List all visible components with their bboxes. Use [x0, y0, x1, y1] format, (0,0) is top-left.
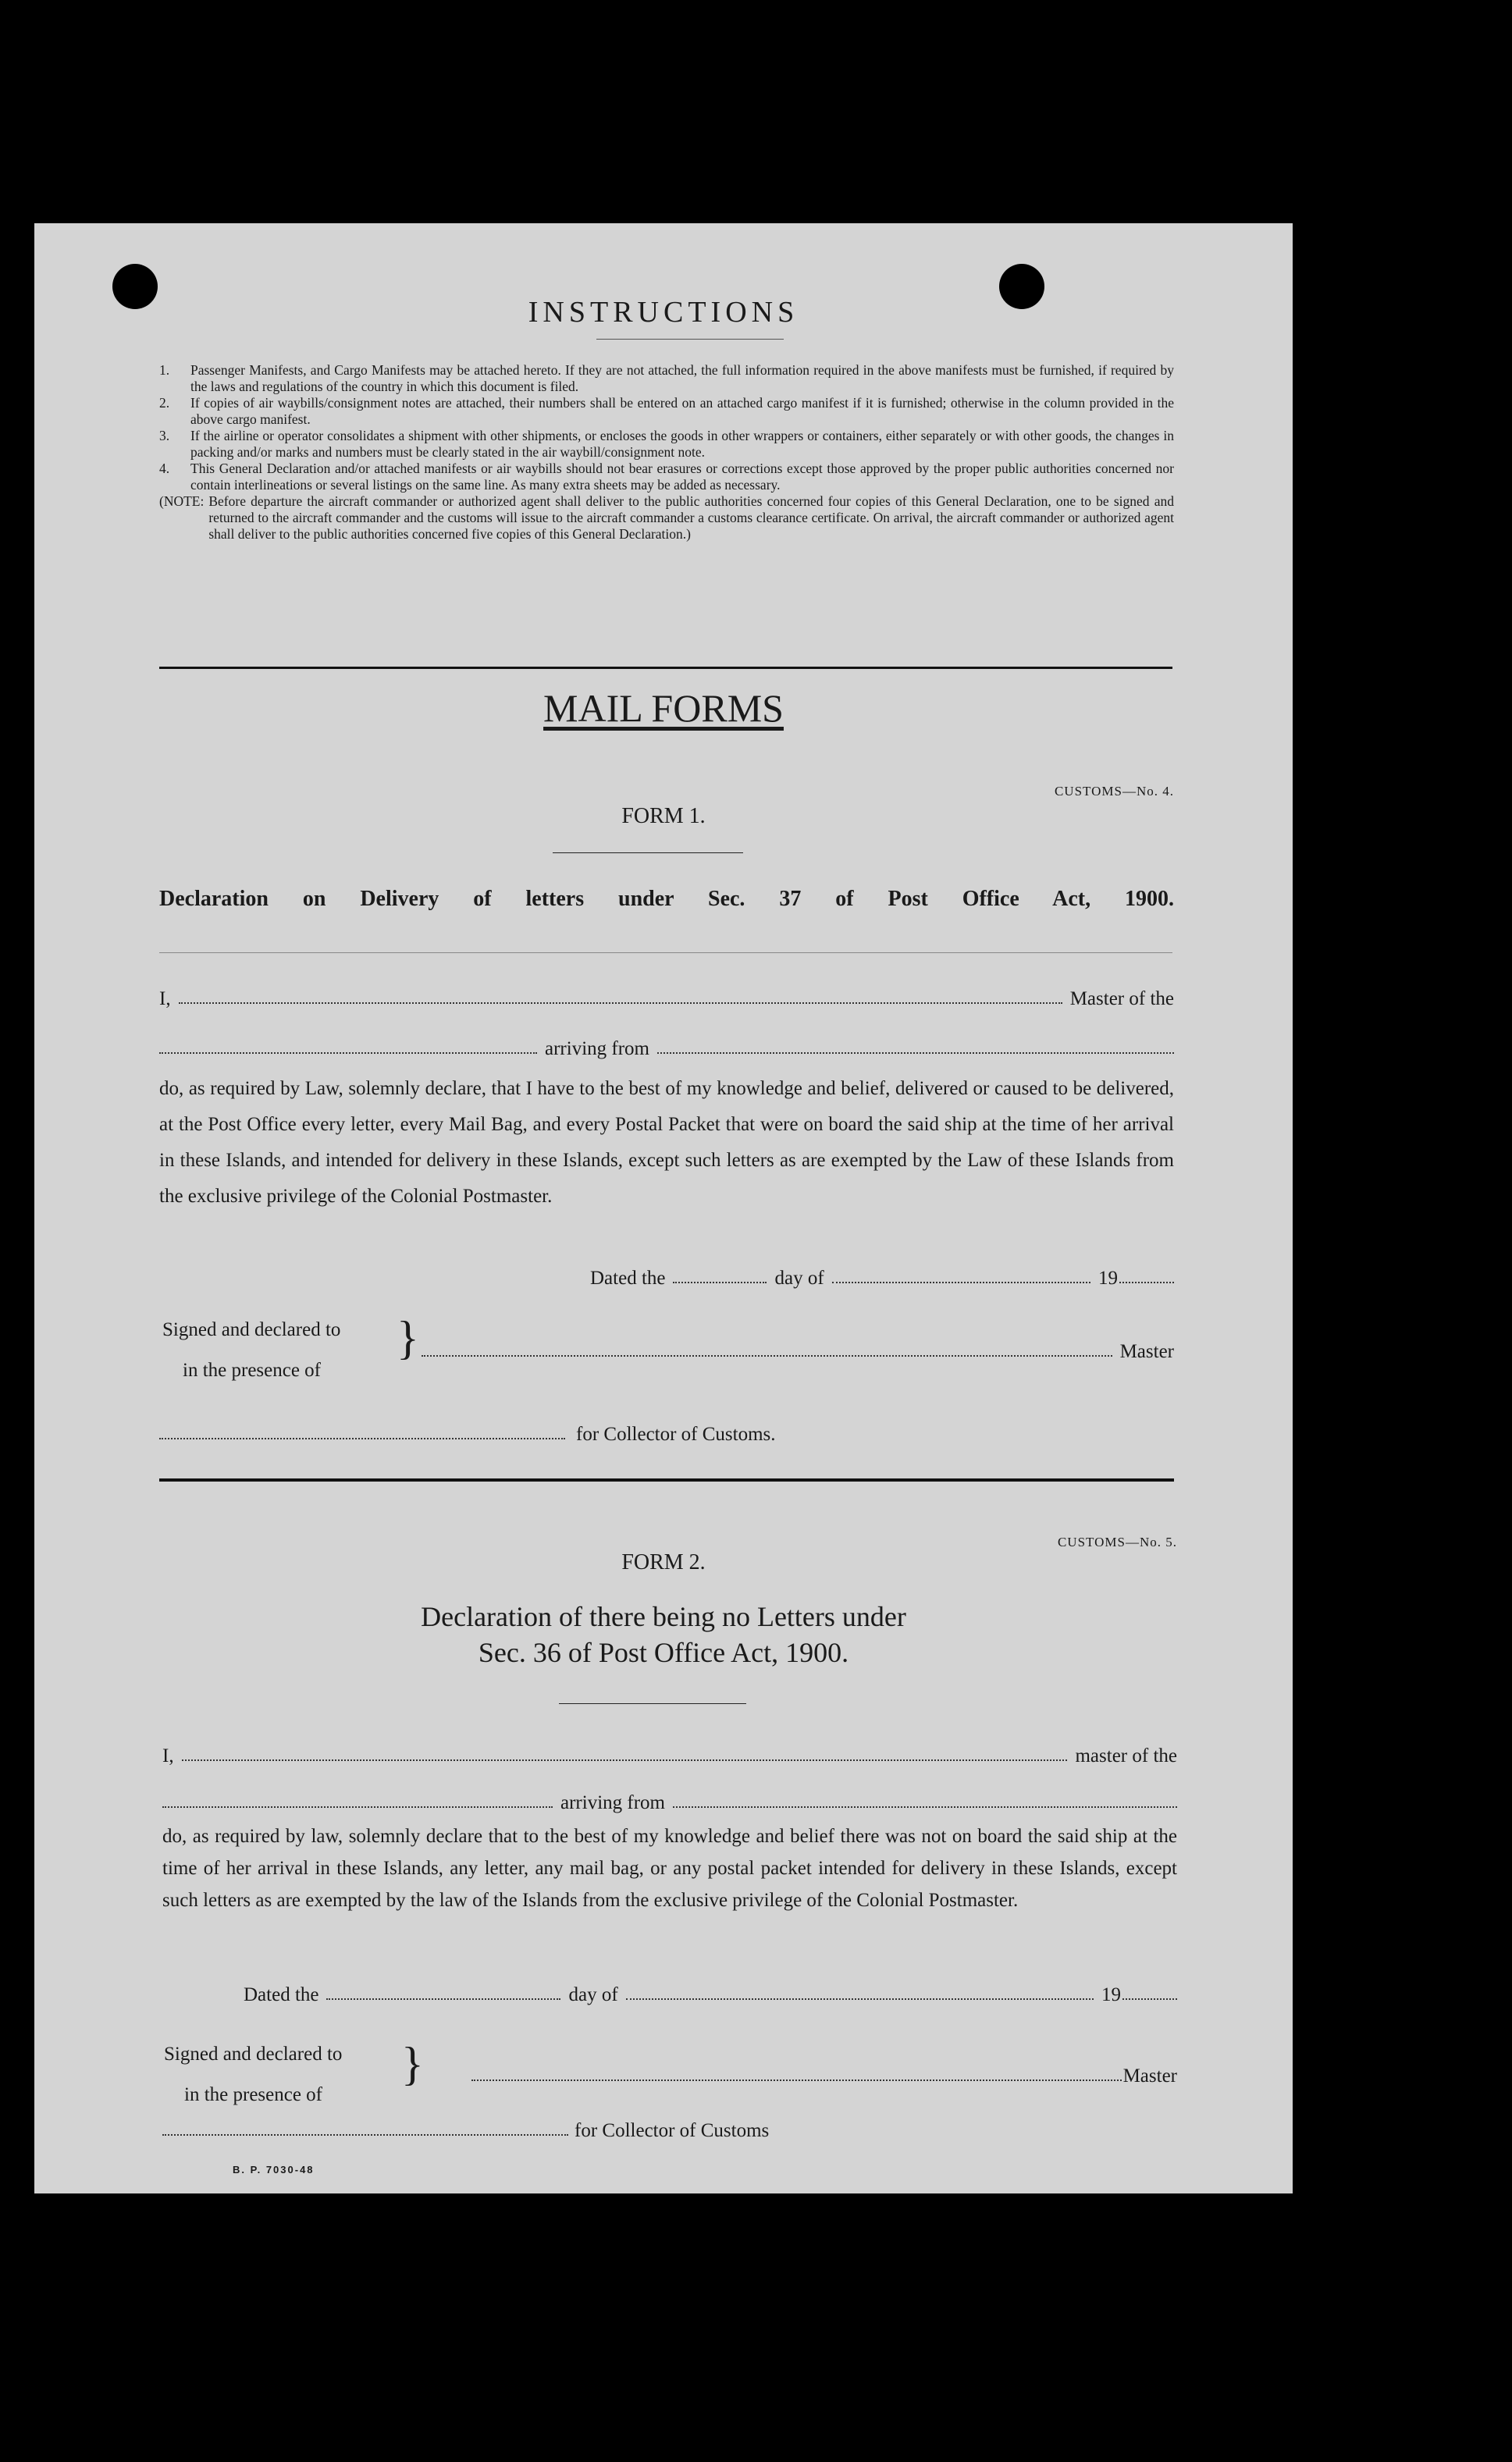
form2-master-line: Master [471, 2065, 1177, 2087]
instructions-title: INSTRUCTIONS [528, 296, 799, 329]
form2-date-line: Dated the day of 19 [244, 1984, 1177, 2006]
brace: } [401, 2038, 424, 2090]
form1-heading: Declaration on Delivery of letters under Sec. 37 of Post Office Act, 1900. [159, 887, 1174, 911]
form1-name-line: I, Master of the [159, 988, 1174, 1009]
mail-forms-title: MAIL FORMS [543, 686, 784, 730]
instructions-list [159, 362, 1174, 543]
form1-presence-label: in the presence of [183, 1360, 322, 1381]
instruction-item: 2. If copies of air waybills/consignment notes are attached, their numbers shall be entered on an attached cargo manifest if it is furnished; otherwise in the column provided in the above cargo manifest. [159, 395, 1174, 427]
form1-customs-number: CUSTOMS—No. 4. [1054, 784, 1174, 799]
form1-declaration-text: do, as required by Law, solemnly declare, that I have to the best of my knowledge and belief, delivered or caused to be delivered, at the Post Office every letter, every Mail Bag, and every Postal Packet that were on board the said ship at the time of her arrival in these Islands, and intended for delivery in these Islands, except such letters as are exempted by the Law of these Islands from the exclusive privilege of the Colonial Postmaster. [159, 1078, 1174, 1207]
footer-print-code: B. P. 7030-48 [233, 2164, 315, 2176]
instruction-note: (NOTE: Before departure the aircraft commander or authorized agent shall deliver to the public authorities concerned four copies of this General Declaration, one to be signed and returned to the aircraft commander and the customs will issue to the aircraft commander a customs clearance certificate. On arrival, the aircraft commander or authorized agent shall deliver to the public authorities concerned five copies of this General Declaration.) [159, 493, 1174, 542]
form2-customs-number: CUSTOMS—No. 5. [1057, 1535, 1177, 1549]
form2-arrival-line: arriving from [162, 1792, 1177, 1814]
form1-date-line: Dated the day of 19 [590, 1268, 1174, 1290]
brace: } [397, 1312, 419, 1364]
divider [596, 339, 784, 340]
form2-name-line: I, master of the [162, 1745, 1177, 1766]
form2-title: FORM 2. [621, 1550, 706, 1574]
divider [159, 952, 1172, 953]
instruction-item: 4. This General Declaration and/or attached manifests or air waybills should not bear erasures or corrections except those approved by the proper public authorities concerned nor contain interlineations or several listings on the same line. As many extra sheets may be added as necessary. [159, 461, 1174, 493]
divider [553, 852, 743, 853]
form1-collector-line: for Collector of Customs. [159, 1424, 862, 1446]
divider [559, 1703, 746, 1704]
form2-declaration-text: do, as required by law, solemnly declare that to the best of my knowledge and belief there was not on board the said ship at the time of her arrival in these Islands, any letter, any mail bag, or any postal packet intended for delivery in these Islands, except such letters as are exempted by the law of the Islands from the exclusive privilege of the Colonial Postmaster. [162, 1826, 1177, 1911]
form2-signed-label: Signed and declared to [164, 2044, 343, 2065]
form2-heading-line1: Declaration of there being no Letters under [421, 1601, 906, 1632]
form1-arrival-line: arriving from [159, 1038, 1174, 1060]
form1-title: FORM 1. [621, 804, 706, 828]
form1-master-line: Master [422, 1341, 1174, 1363]
instruction-item: 1. Passenger Manifests, and Cargo Manifests may be attached hereto. If they are not attached, the full information required in the above manifests must be furnished, if required by the laws and regulations of the country in which this document is filed. [159, 362, 1174, 394]
form1-signed-label: Signed and declared to [162, 1319, 341, 1340]
form2-presence-label: in the presence of [184, 2084, 323, 2105]
instruction-item: 3. If the airline or operator consolidates a shipment with other shipments, or encloses the goods in other wrappers or containers, either separately or with other goods, the changes in packing and/or marks and numbers must be clearly stated in the air waybill/consignment note. [159, 428, 1174, 460]
section-rule [159, 667, 1172, 669]
form2-heading-line2: Sec. 36 of Post Office Act, 1900. [478, 1637, 849, 1668]
form2-collector-line: for Collector of Customs [162, 2120, 865, 2142]
section-rule [159, 1478, 1174, 1482]
document-page [34, 223, 1293, 2193]
